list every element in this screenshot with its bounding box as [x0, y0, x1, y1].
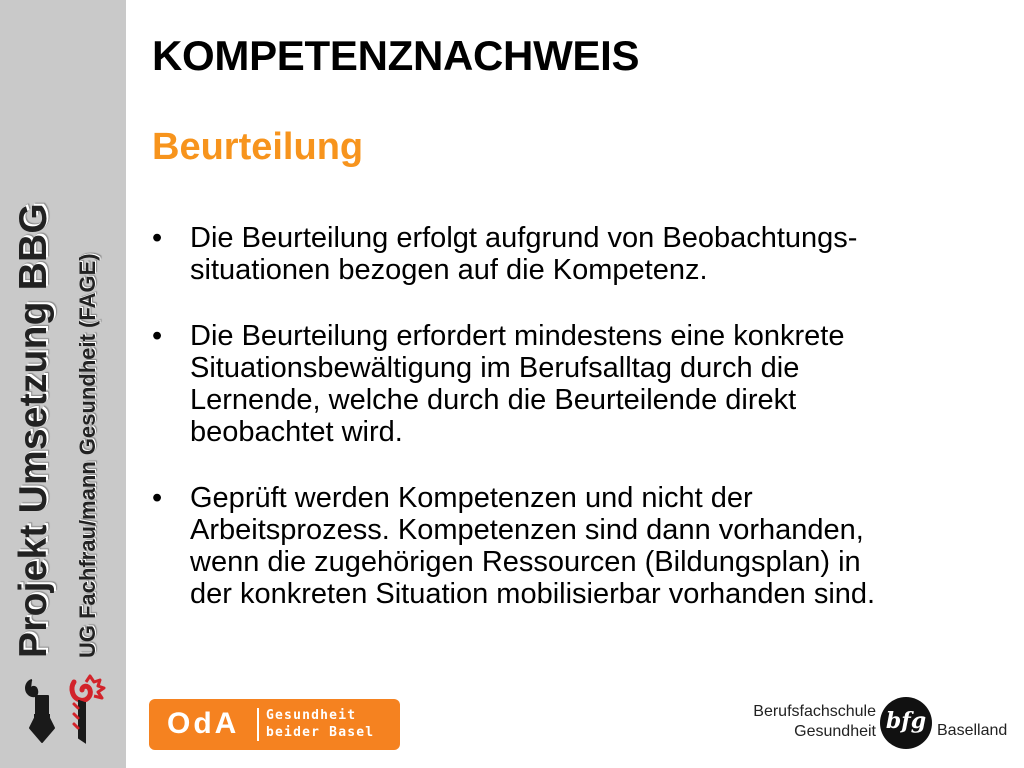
bullet-dot: • — [152, 482, 163, 514]
oda-logo-divider — [257, 708, 259, 741]
basel-landschaft-crest-icon — [66, 672, 112, 746]
sidebar — [0, 0, 126, 768]
school-logo-text — [753, 702, 876, 742]
bullet-list — [150, 222, 1010, 644]
bullet-dot: • — [152, 320, 163, 352]
school-logo-line1: Berufsfachschule — [753, 703, 876, 720]
bullet-line: Die Beurteilung erfordert mindestens eine konkrete — [190, 320, 845, 352]
slide-subtitle: Beurteilung — [152, 126, 364, 168]
bullet-line: situationen bezogen auf die Kompetenz. — [190, 254, 708, 286]
bfg-logo-mark: bfg — [885, 708, 927, 734]
bullet-line: Situationsbewältigung im Berufsalltag durch die — [190, 352, 800, 384]
oda-logo-line2: beider Basel — [266, 725, 375, 740]
school-logo-line2: Gesundheit — [794, 723, 876, 740]
bullet-dot: • — [152, 222, 163, 254]
bullet-line: beobachtet wird. — [190, 416, 403, 448]
bullet-line: Geprüft werden Kompetenzen und nicht der — [190, 482, 753, 514]
slide-title: KOMPETENZNACHWEIS — [152, 32, 640, 79]
school-logo-region: Baselland — [937, 722, 1008, 739]
bullet-line: der konkreten Situation mobilisierbar vorhanden sind. — [190, 578, 876, 610]
oda-logo-mark: OdA — [167, 707, 240, 740]
oda-logo-line1: Gesundheit — [266, 708, 357, 723]
bullet-line: Die Beurteilung erfolgt aufgrund von Beobachtungs- — [190, 222, 858, 254]
project-title: Projekt Umsetzung BBG — [12, 203, 55, 658]
basel-stadt-crest-icon — [22, 676, 60, 746]
bullet-line: Lernende, welche durch die Beurteilende direkt — [190, 384, 797, 416]
project-subtitle: UG Fachfrau/mann Gesundheit (FAGE) — [75, 253, 100, 658]
bullet-line: wenn die zugehörigen Ressourcen (Bildungsplan) in — [190, 546, 861, 578]
bullet-line: Arbeitsprozess. Kompetenzen sind dann vorhanden, — [190, 514, 864, 546]
bfg-logo-icon — [880, 697, 932, 749]
bullet-item — [150, 320, 1010, 448]
bullet-item — [150, 482, 1010, 610]
oda-logo — [149, 699, 400, 750]
bullet-item — [150, 222, 1010, 286]
